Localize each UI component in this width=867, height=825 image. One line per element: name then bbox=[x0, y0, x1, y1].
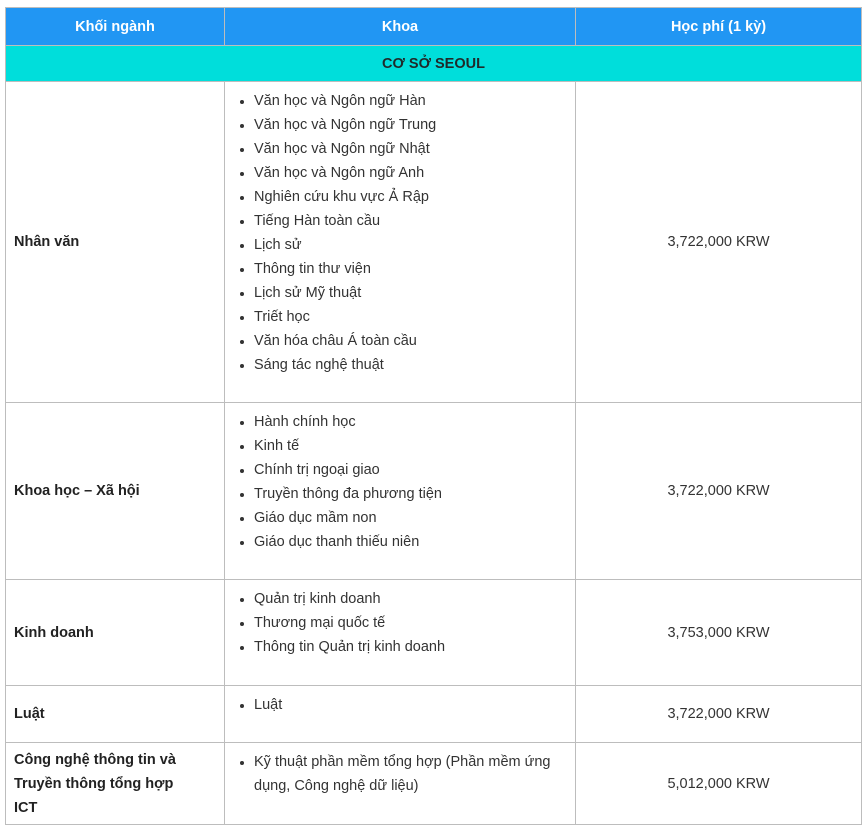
table-body bbox=[6, 46, 862, 825]
header-group: Khối ngành bbox=[6, 8, 225, 46]
faculty-list bbox=[235, 410, 565, 554]
group-cell: Luật bbox=[6, 686, 225, 743]
faculty-item: • Văn học và Ngôn ngữ Trung bbox=[254, 113, 565, 137]
faculty-item: • Quản trị kinh doanh bbox=[254, 587, 565, 611]
faculty-item: • Lịch sử bbox=[254, 233, 565, 257]
faculty-item: • Truyền thông đa phương tiện bbox=[254, 482, 565, 506]
campus-label: CƠ SỞ SEOUL bbox=[6, 46, 862, 82]
table-row bbox=[6, 686, 862, 743]
faculty-item: • Chính trị ngoại giao bbox=[254, 458, 565, 482]
fee-cell: 3,722,000 KRW bbox=[576, 686, 862, 743]
group-cell: Kinh doanh bbox=[6, 580, 225, 686]
faculty-item: • Văn hóa châu Á toàn cầu bbox=[254, 329, 565, 353]
tuition-table bbox=[5, 7, 862, 825]
faculty-cell bbox=[225, 743, 576, 825]
faculty-item: • Sáng tác nghệ thuật bbox=[254, 353, 565, 377]
header-faculty: Khoa bbox=[225, 8, 576, 46]
campus-row bbox=[6, 46, 862, 82]
faculty-cell bbox=[225, 403, 576, 580]
faculty-list bbox=[235, 693, 565, 717]
faculty-cell bbox=[225, 82, 576, 403]
faculty-item: • Luật bbox=[254, 693, 565, 717]
faculty-item: • Lịch sử Mỹ thuật bbox=[254, 281, 565, 305]
fee-cell: 3,722,000 KRW bbox=[576, 403, 862, 580]
faculty-cell bbox=[225, 580, 576, 686]
fee-cell: 5,012,000 KRW bbox=[576, 743, 862, 825]
faculty-list bbox=[235, 89, 565, 377]
faculty-item: • Kinh tế bbox=[254, 434, 565, 458]
faculty-item: • Văn học và Ngôn ngữ Anh bbox=[254, 161, 565, 185]
faculty-item: • Hành chính học bbox=[254, 410, 565, 434]
fee-cell: 3,753,000 KRW bbox=[576, 580, 862, 686]
group-cell: Nhân văn bbox=[6, 82, 225, 403]
fee-cell: 3,722,000 KRW bbox=[576, 82, 862, 403]
table-row bbox=[6, 580, 862, 686]
header-fee: Học phí (1 kỳ) bbox=[576, 8, 862, 46]
faculty-item: • Văn học và Ngôn ngữ Hàn bbox=[254, 89, 565, 113]
faculty-item: • Tiếng Hàn toàn cầu bbox=[254, 209, 565, 233]
faculty-item: • Triết học bbox=[254, 305, 565, 329]
faculty-list bbox=[235, 750, 559, 798]
faculty-item: • Văn học và Ngôn ngữ Nhật bbox=[254, 137, 565, 161]
faculty-item: • Thương mại quốc tế bbox=[254, 611, 565, 635]
faculty-item: • Thông tin thư viện bbox=[254, 257, 565, 281]
group-cell: Công nghệ thông tin và Truyền thông tổng hợp ICT bbox=[6, 743, 225, 825]
faculty-item: • Kỹ thuật phần mềm tổng hợp (Phần mềm ứng dụng, Công nghệ dữ liệu) bbox=[254, 750, 559, 798]
faculty-cell bbox=[225, 686, 576, 743]
table-row bbox=[6, 82, 862, 403]
table-header bbox=[6, 8, 862, 46]
faculty-item: • Giáo dục mầm non bbox=[254, 506, 565, 530]
faculty-item: • Nghiên cứu khu vực Ả Rập bbox=[254, 185, 565, 209]
faculty-list bbox=[235, 587, 565, 659]
faculty-item: • Giáo dục thanh thiếu niên bbox=[254, 530, 565, 554]
table-row bbox=[6, 743, 862, 825]
group-cell: Khoa học – Xã hội bbox=[6, 403, 225, 580]
header-row bbox=[6, 8, 862, 46]
faculty-item: • Thông tin Quản trị kinh doanh bbox=[254, 635, 565, 659]
table-row bbox=[6, 403, 862, 580]
